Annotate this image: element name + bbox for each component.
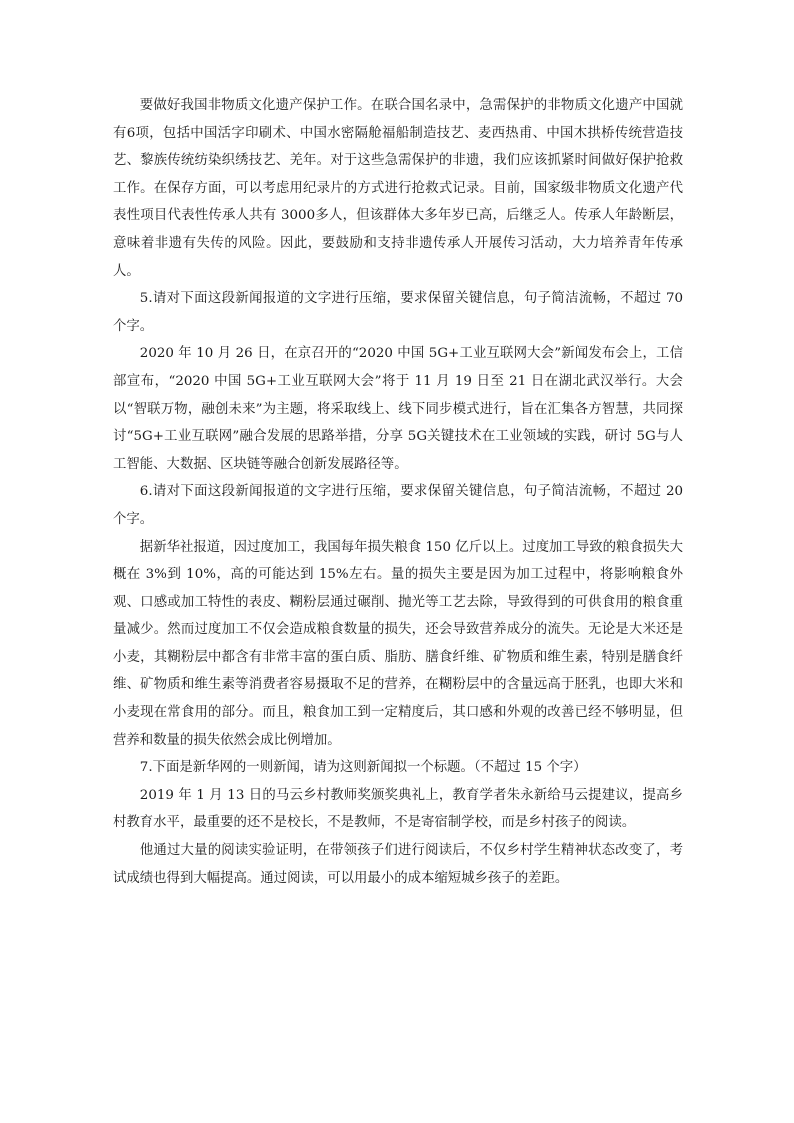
question-6: 6.请对下面这段新闻报道的文字进行压缩，要求保留关键信息，句子简洁流畅，不超过 20 个字。 bbox=[113, 484, 683, 527]
question-7: 7.下面是新华网的一则新闻，请为这则新闻拟一个标题。（不超过 15 个字） bbox=[139, 760, 587, 776]
question-5: 5.请对下面这段新闻报道的文字进行压缩，要求保留关键信息，句子简洁流畅，不超过 70 个字。 bbox=[113, 291, 683, 334]
paragraph-reading-experiment: 他通过大量的阅读实验证明，在带领孩子们进行阅读后，不仅乡村学生精神状态改变了，考试成绩也得到大幅提高。通过阅读，可以用最小的成本缩短城乡孩子的差距。 bbox=[113, 843, 683, 886]
document-page bbox=[113, 92, 683, 892]
paragraph-intangible-heritage: 要做好我国非物质文化遗产保护工作。在联合国名录中，急需保护的非物质文化遗产中国就有6项，包括中国活字印刷术、中国水密隔舱福船制造技艺、麦西热甫、中国木拱桥传统营造技艺、黎族传统纺染织绣技艺、羌年。对于这些急需保护的非遗，我们应该抓紧时间做好保护抢救工作。在保存方面，可以考虑用纪录片的方式进行抢救式记录。目前，国家级非物质文化遗产代表性项目代表性传承人共有 3000多人，但该群体大多年岁已高，后继乏人。传承人年龄断层，意味着非遗有失传的风险。因此，要鼓励和支持非遗传承人开展传习活动，大力培养青年传承人。 bbox=[113, 98, 683, 279]
paragraph-5g-conference: 2020 年 10 月 26 日，在京召开的“2020 中国 5G+工业互联网大会”新闻发布会上，工信部宣布，“2020 中国 5G+工业互联网大会”将于 11 月 19 日至 21 日在湖北武汉举行。大会以“智联万物，融创未来”为主题，将采取线上、线下同步模式进行，旨在汇集各方智慧，共同探讨“5G+工业互联网”融合发展的思路举措，分享 5G关键技术在工业领域的实践，研讨 5G与人工智能、大数据、区块链等融合创新发展路径等。 bbox=[113, 346, 683, 472]
paragraph-rural-teacher-award: 2019 年 1 月 13 日的马云乡村教师奖颁奖典礼上，教育学者朱永新给马云提建议，提高乡村教育水平，最重要的还不是校长，不是教师，不是寄宿制学校，而是乡村孩子的阅读。 bbox=[113, 787, 683, 831]
paragraph-grain-processing: 据新华社报道，因过度加工，我国每年损失粮食 150 亿斤以上。过度加工导致的粮食损失大概在 3%到 10%，高的可能达到 15%左右。量的损失主要是因为加工过程中，将影响粮食外观、口感或加工特性的表皮、糊粉层通过碾削、抛光等工艺去除，导致得到的可供食用的粮食重量减少。然而过度加工不仅会造成粮食数量的损失，还会导致营养成分的流失。无论是大米还是小麦，其糊粉层中都含有非常丰富的蛋白质、脂肪、膳食纤维、矿物质和维生素，特别是膳食纤维、矿物质和维生素等消费者容易摄取不足的营养，在糊粉层中的含量远高于胚乳，也即大米和小麦现在常食用的部分。而且，粮食加工到一定精度后，其口感和外观的改善已经不够明显，但营养和数量的损失依然会成比例增加。 bbox=[113, 539, 683, 748]
